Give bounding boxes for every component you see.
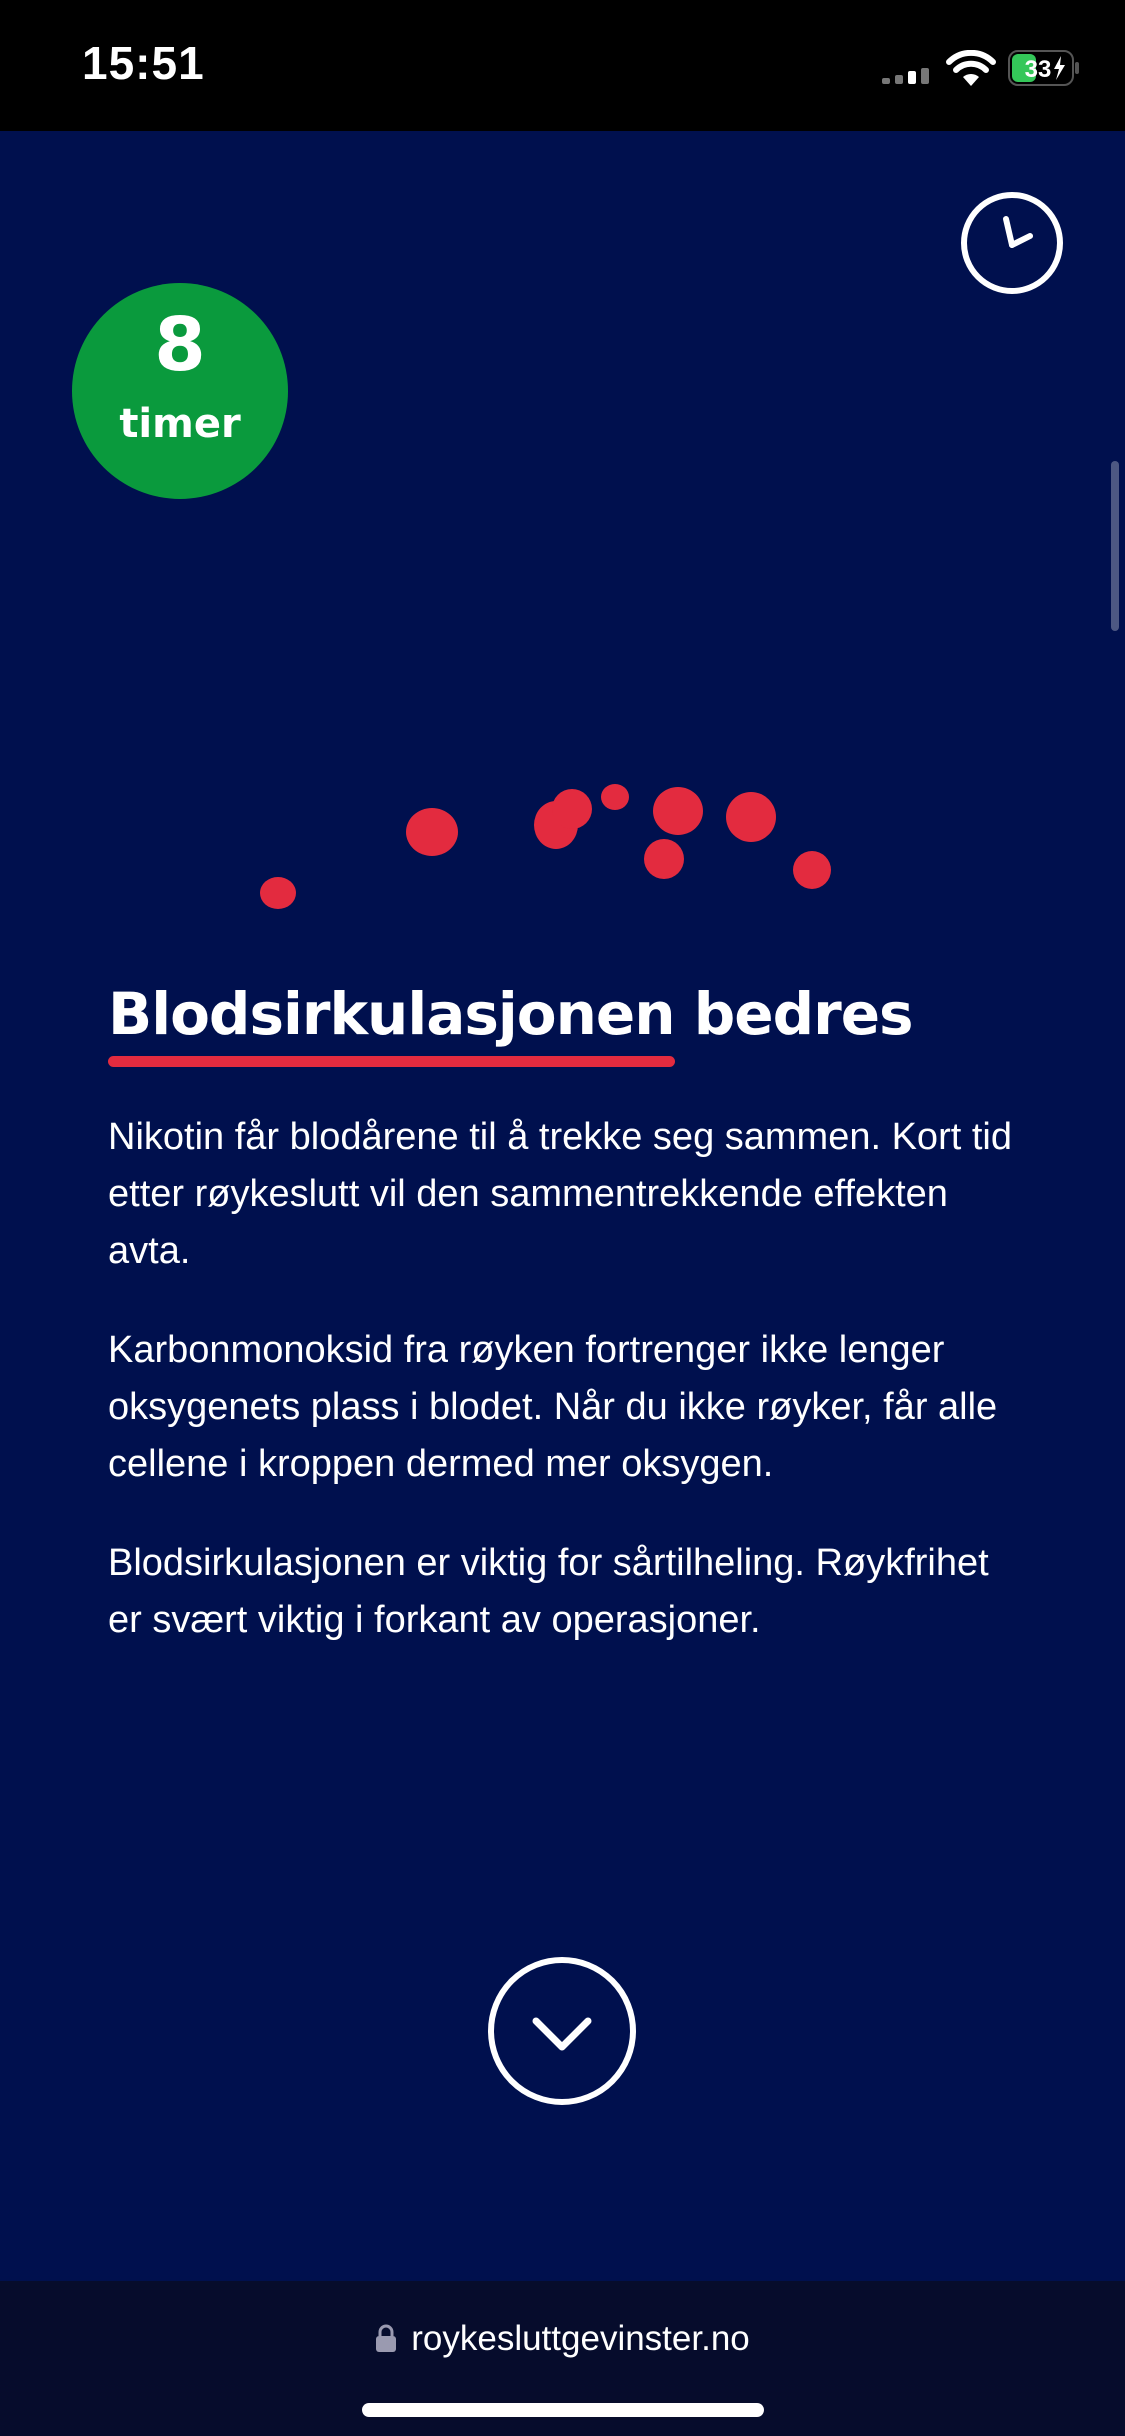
blood-cell [726, 792, 776, 842]
time-badge [72, 283, 288, 499]
page-title-highlight: Blodsirkulasjonen [108, 969, 675, 1059]
cellular-signal-icon [882, 68, 932, 84]
battery-level: 33 [1024, 56, 1052, 83]
blood-cell [793, 851, 831, 889]
blood-cell [552, 789, 592, 829]
article-page [0, 131, 1125, 2281]
home-indicator[interactable] [362, 2403, 764, 2417]
status-bar [0, 0, 1125, 131]
page-title-rest: bedres [693, 980, 913, 1048]
article-paragraph: Nikotin får blodårene til å trekke seg sammen. Kort tid etter røykeslutt vil den sammentrekkende effekten avta. [108, 1116, 1012, 1272]
blood-cell [653, 787, 703, 835]
lock-icon [375, 2323, 397, 2353]
article-paragraph: Karbonmonoksid fra røyken fortrenger ikke lenger oksygenets plass i blodet. Når du ikke røyker, får alle cellene i kroppen dermed mer oksygen. [108, 1329, 998, 1485]
blood-cell [644, 839, 684, 879]
status-time: 15:51 [82, 37, 205, 89]
blood-cell [260, 877, 296, 909]
blood-cell [601, 784, 629, 810]
blood-cell [406, 808, 458, 856]
badge-number: 8 [154, 302, 206, 388]
browser-address-bar[interactable] [0, 2281, 1125, 2436]
chevron-down-icon[interactable] [486, 1955, 638, 2107]
scroll-indicator[interactable] [1111, 461, 1119, 631]
page-title [108, 969, 913, 1059]
url-text: roykesluttgevinster.no [411, 2319, 750, 2358]
article-body [108, 1109, 1028, 1691]
blood-cells-illustration [0, 611, 1125, 991]
battery-icon [1008, 50, 1080, 86]
clock-icon[interactable] [958, 189, 1066, 297]
wifi-icon [946, 50, 996, 88]
url-display[interactable] [0, 2319, 1125, 2359]
badge-unit: timer [119, 401, 241, 447]
article-paragraph: Blodsirkulasjonen er viktig for sårtilheling. Røykfrihet er svært viktig i forkant av operasjoner. [108, 1542, 989, 1641]
